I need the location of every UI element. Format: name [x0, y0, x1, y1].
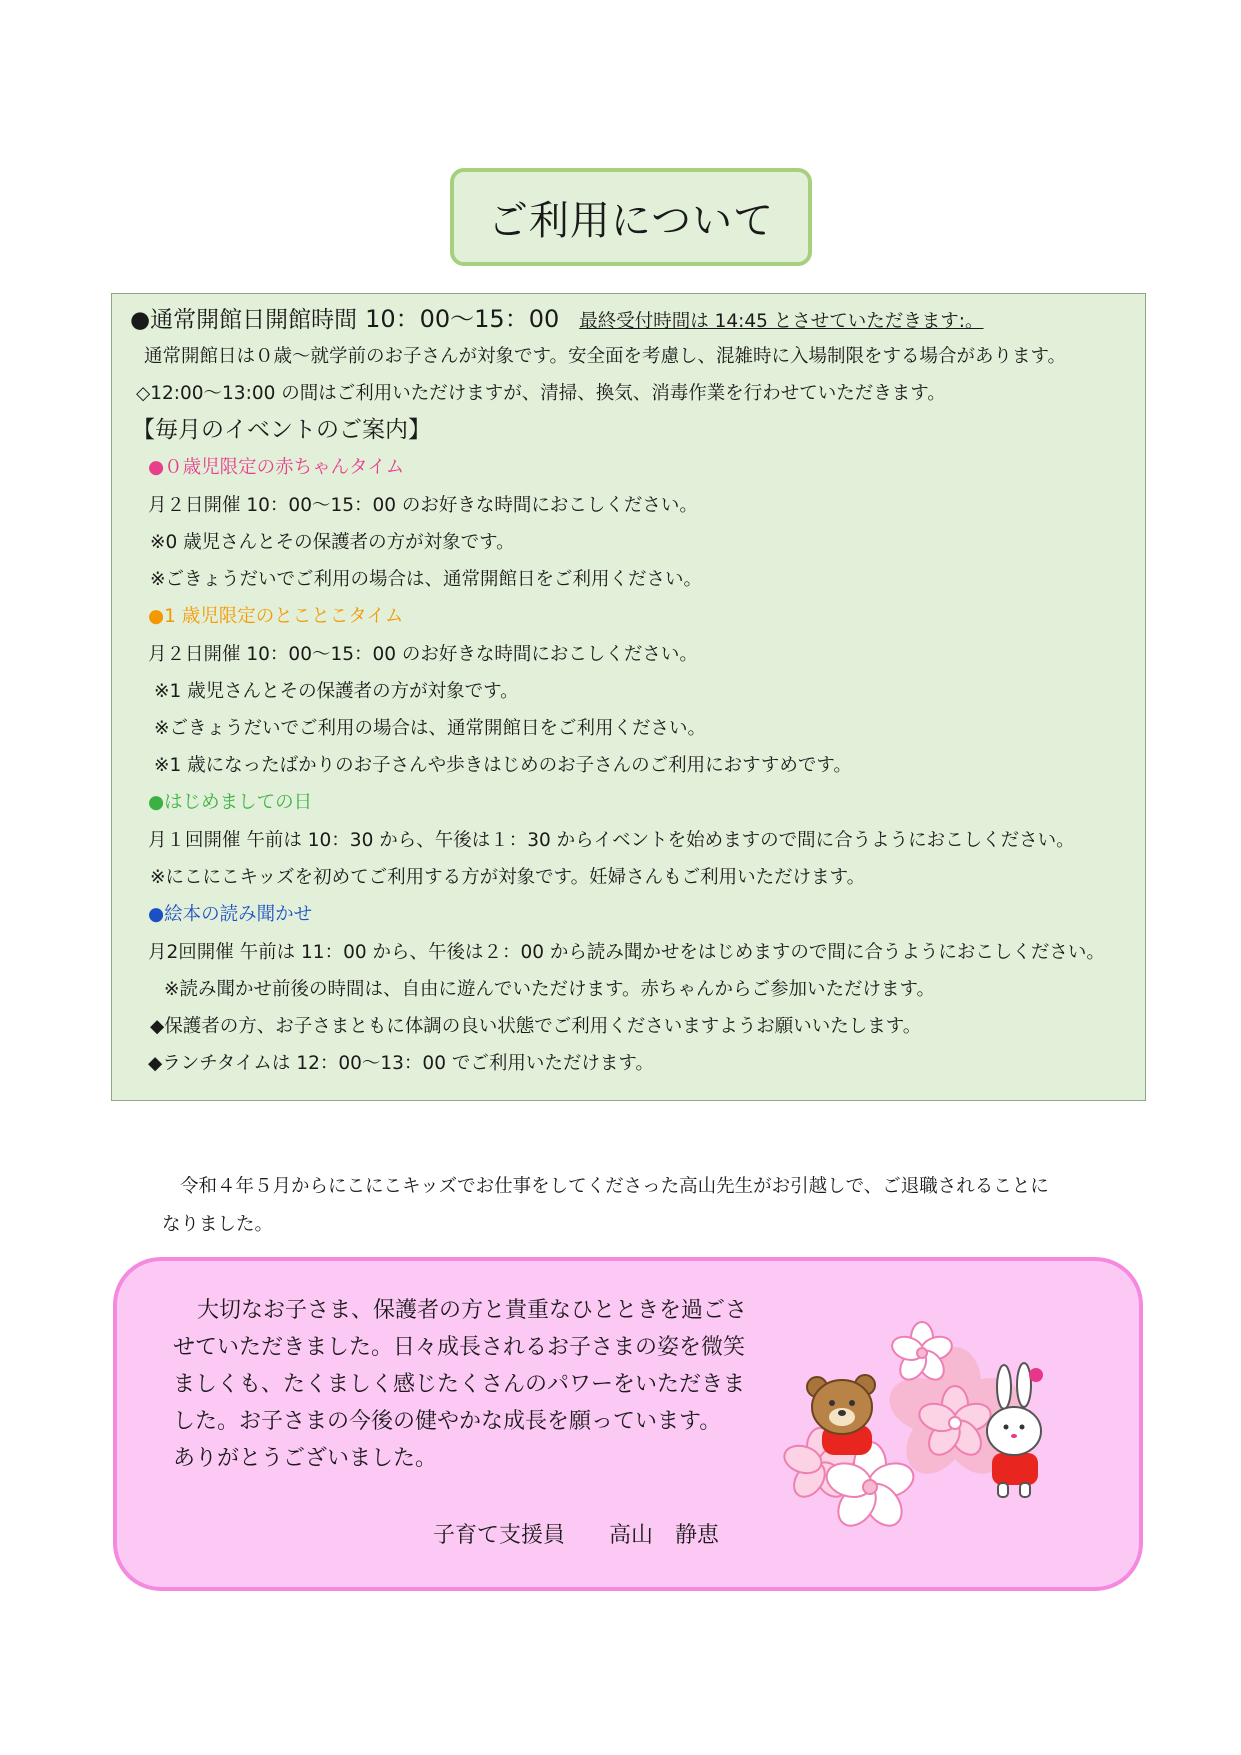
bear-rabbit-sakura-illustration — [770, 1315, 1070, 1545]
baby-time-title: ●０歳児限定の赤ちゃんタイム — [148, 457, 405, 478]
health-note: ◆保護者の方、お子さまともに体調の良い状態でご利用くださいますようお願いいたします。 — [150, 1016, 922, 1037]
events-heading: 【毎月のイベントのご案内】 — [132, 417, 431, 443]
first-visit-line: 月１回開催 午前は 10：30 から、午後は１：30 からイベントを始めますので間に合うようにおこしください。 — [148, 830, 1075, 851]
picture-book-title: ●絵本の読み聞かせ — [148, 904, 313, 925]
picture-book-line: 月2回開催 午前は 11：00 から、午後は２：00 から読み聞かせをはじめますので間に合うようにおこしください。 — [148, 942, 1105, 963]
noon-cleaning-text: ◇12:00～13:00 の間はご利用いただけますが、清掃、換気、消毒作業を行わせていただきます。 — [136, 383, 946, 404]
message-line: した。お子さまの今後の健やかな成長を願っています。 — [173, 1409, 722, 1434]
lunch-note: ◆ランチタイムは 12：00～13：00 でご利用いただけます。 — [148, 1053, 654, 1074]
message-line: ましくも、たくましく感じたくさんのパワーをいただきま — [173, 1372, 746, 1397]
picture-book-line: ※読み聞かせ前後の時間は、自由に遊んでいただけます。赤ちゃんからご参加いただけます。 — [164, 979, 936, 1000]
message-line: せていただきました。日々成長されるお子さまの姿を微笑 — [173, 1335, 746, 1360]
message-line: ありがとうございました。 — [173, 1446, 438, 1471]
toddler-time-line: ※1 歳になったばかりのお子さんや歩きはじめのお子さんのご利用におすすめです。 — [154, 755, 852, 776]
page-title — [450, 168, 812, 266]
info-box — [111, 293, 1146, 1101]
message-line: 大切なお子さま、保護者の方と貴重なひとときを過ごさ — [197, 1298, 748, 1323]
target-text: 通常開館日は０歳～就学前のお子さんが対象です。安全面を考慮し、混雑時に入場制限をする場合があります。 — [144, 346, 1067, 367]
retirement-notice: なりました。 — [162, 1214, 274, 1235]
last-entry-note: 最終受付時間は 14:45 とさせていただきます:。 — [579, 311, 984, 332]
opening-hours-label: ●通常開館日開館時間 — [130, 307, 358, 333]
opening-hours-time: 10：00～15：00 — [365, 305, 560, 333]
first-visit-title: ●はじめましての日 — [148, 792, 313, 813]
opening-hours — [130, 307, 984, 334]
toddler-time-line: ※ごきょうだいでご利用の場合は、通常開館日をご利用ください。 — [154, 718, 707, 739]
first-visit-line: ※にこにこキッズを初めてご利用する方が対象です。妊婦さんもご利用いただけます。 — [150, 867, 866, 888]
signature: 子育て支援員 高山 静恵 — [433, 1523, 720, 1548]
toddler-time-line: 月２日開催 10：00～15：00 のお好きな時間におこしください。 — [148, 644, 698, 665]
page-title-text: ご利用について — [487, 197, 775, 244]
toddler-time-line: ※1 歳児さんとその保護者の方が対象です。 — [154, 681, 519, 702]
toddler-time-title: ●1 歳児限定のとことこタイム — [148, 606, 404, 627]
baby-time-line: ※ごきょうだいでご利用の場合は、通常開館日をご利用ください。 — [150, 569, 703, 590]
baby-time-line: 月２日開催 10：00～15：00 のお好きな時間におこしください。 — [148, 495, 698, 516]
baby-time-line: ※0 歳児さんとその保護者の方が対象です。 — [150, 532, 515, 553]
retirement-notice: 令和４年５月からにこにこキッズでお仕事をしてくださった高山先生がお引越しで、ご退職されることに — [180, 1176, 1049, 1197]
